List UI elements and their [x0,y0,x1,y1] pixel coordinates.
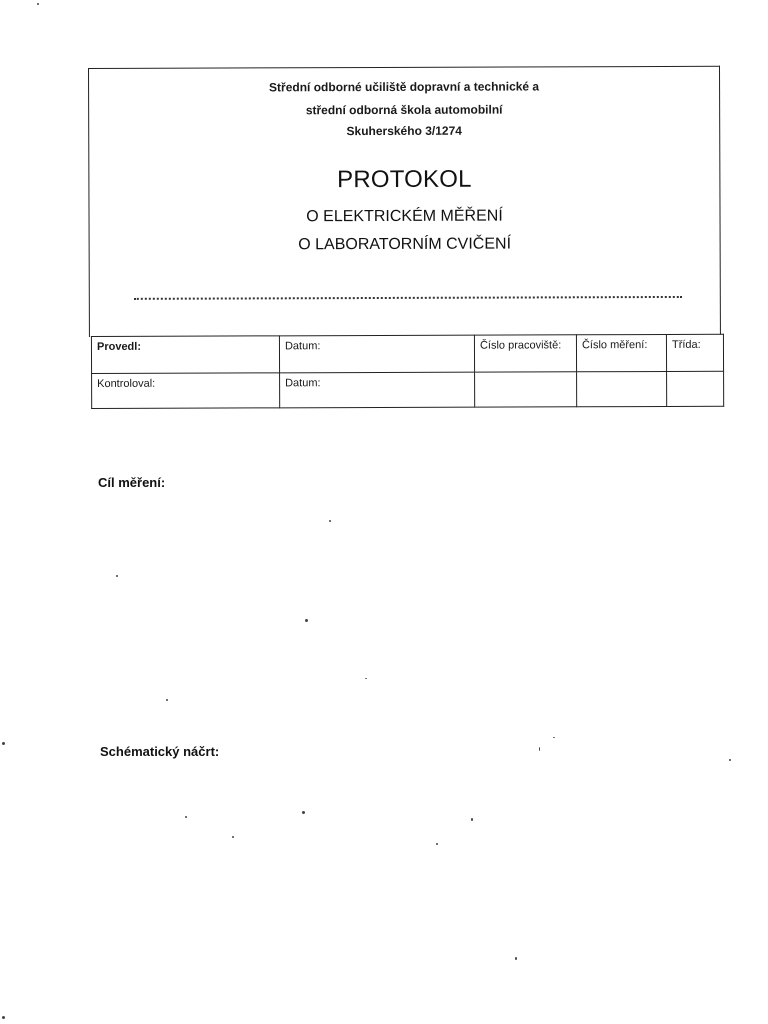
cislo-pracoviste-cell [474,335,576,372]
scan-speck [116,575,118,577]
datum-cell-2 [280,372,475,408]
table-row [91,334,723,373]
table-row [92,371,724,408]
name-fill-line [134,296,682,300]
scan-speck [166,699,168,701]
cil-mereni-heading: Cíl měření: [98,475,166,490]
empty-cell [475,372,577,407]
scan-speck [2,1016,5,1019]
scan-speck [232,836,234,838]
datum-cell [279,335,474,373]
scan-speck [515,957,517,960]
trida-cell [666,334,723,371]
document-subtitle-line1: O ELEKTRICKÉM MĚŘENÍ [306,207,503,226]
datum-label: Datum: [284,340,321,353]
scan-speck [37,3,39,5]
scan-speck [329,520,331,522]
cislo-pracoviste-label: Číslo pracoviště: [479,339,562,352]
header-box [88,66,721,337]
empty-cell [577,371,667,406]
school-name-line2: střední odborná škola automobilní [305,102,503,118]
kontroloval-label: Kontroloval: [97,377,156,390]
school-name-line1: Střední odborné učiliště dopravní a technické a [268,79,540,95]
empty-cell [667,371,724,406]
school-address: Skuherského 3/1274 [346,123,462,139]
scan-speck [436,843,438,845]
schematicky-nacrt-heading: Schématický náčrt: [100,744,220,759]
cislo-mereni-cell [576,334,666,371]
scan-speck [539,747,540,751]
provedl-label: Provedl: [96,340,142,353]
scan-speck [2,742,5,745]
scan-speck [471,818,473,821]
document-title: PROTOKOL [337,165,472,194]
provedl-cell [91,336,279,374]
protocol-header-frame [88,66,723,414]
scan-speck [305,619,308,622]
trida-label: Třída: [671,338,701,351]
document-subtitle-line2: O LABORATORNÍM CVIČENÍ [298,235,512,254]
cislo-mereni-label: Číslo měření: [581,339,648,352]
info-table [91,334,724,409]
scan-speck [553,737,555,738]
scan-speck [302,811,305,814]
scan-speck [185,816,187,818]
datum-label-2: Datum: [285,377,321,390]
scan-speck [729,759,731,761]
kontroloval-cell [92,373,280,409]
scan-speck [365,678,367,679]
